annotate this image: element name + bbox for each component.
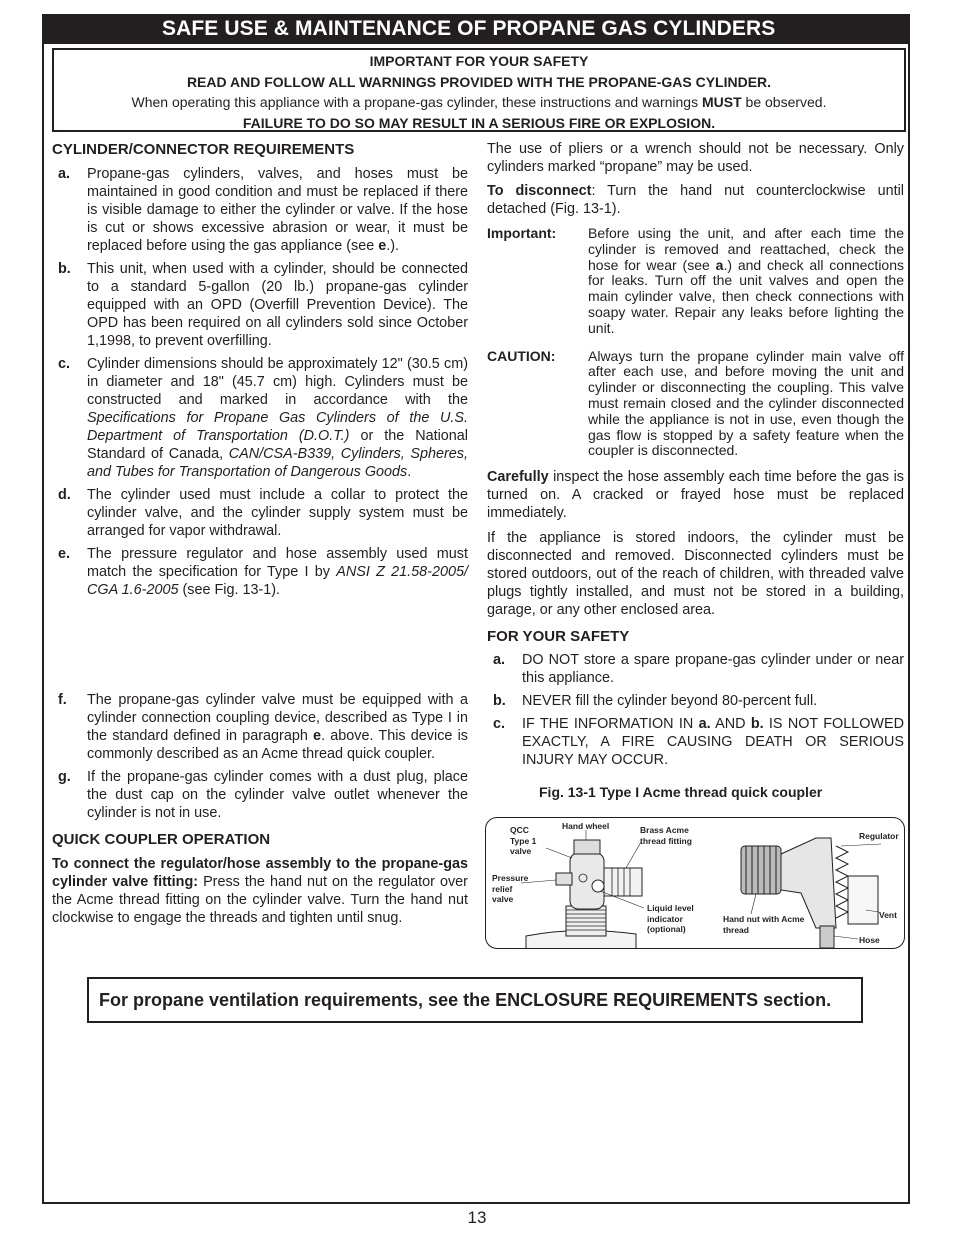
- hand-nut: [741, 846, 781, 894]
- for-your-safety-heading: FOR YOUR SAFETY: [487, 628, 630, 646]
- safety-item-b: b. NEVER fill the cylinder beyond 80-percent full.: [493, 693, 818, 710]
- vent-cap: [848, 876, 878, 924]
- label-qcc: QCC Type 1 valve: [510, 825, 537, 856]
- caution-note: CAUTION: Always turn the propane cylinder main valve off after each use, and before moving the unit and cylinder or disconnecting the coupling. This valve must remain closed and the cylinder disconnected while the appliance is not in use, even though the gas flow is stopped by a safety feature when the coupler is disconnected.: [487, 347, 904, 459]
- page-number: 13: [467, 1208, 487, 1227]
- cylinder-item-c: c. Cylinder dimensions should be approximately 12" (30.5 cm) in diameter and 18" (45.7 cm) high. Cylinders must be constructed and marked in accordance with the Specifications for Propane Gas Cylinders of the U.S. Department of Transportation (D.O.T.) or the National Standard of Canada, CAN/CSA-B339, Cylinders, Spheres, and Tubes for Transportation of Dangerous Goods.: [58, 356, 469, 480]
- safety-warning-box: [52, 48, 906, 132]
- liquid-level-gauge-icon: [592, 880, 604, 892]
- figure-caption: Fig. 13-1 Type I Acme thread quick coupler: [539, 784, 823, 801]
- quick-coupler-text: To connect the regulator/hose assembly to the propane-gas cylinder valve fitting: Press the hand nut on the regulator over the Acme thread fitting on the cylinder valve. Turn the hand nut clockwise to engage the threads and tighten until snug.: [52, 856, 468, 926]
- figure-13-1: [485, 817, 905, 949]
- pliers-text: The use of pliers or a wrench should not be necessary. Only cylinders marked “propane” may be used.: [487, 141, 904, 175]
- safety-line-4: FAILURE TO DO SO MAY RESULT IN A SERIOUS FIRE OR EXPLOSION.: [242, 114, 716, 131]
- left-column: [52, 140, 468, 927]
- cylinder-item-d: d. The cylinder used must include a collar to protect the cylinder valve, and the cylinder supply system must be arranged for vapor withdrawal.: [58, 487, 468, 539]
- ventilation-note: For propane ventilation requirements, see the ENCLOSURE REQUIREMENTS section.: [87, 977, 863, 1023]
- label-vent: Vent: [879, 910, 897, 920]
- safety-item-c: c. IF THE INFORMATION IN a. AND b. IS NOT FOLLOWED EXACTLY, A FIRE CAUSING DEATH OR SERIOUS INJURY MAY OCCUR.: [493, 716, 904, 769]
- relief-valve: [556, 873, 572, 885]
- label-pressure-relief: Pressure relief valve: [492, 873, 529, 904]
- safety-line-2: READ AND FOLLOW ALL WARNINGS PROVIDED WITH THE PROPANE-GAS CYLINDER.: [186, 73, 772, 90]
- safety-line-1: IMPORTANT FOR YOUR SAFETY: [369, 53, 589, 69]
- quick-coupler-heading: QUICK COUPLER OPERATION: [52, 831, 271, 848]
- carefully-text: Carefully inspect the hose assembly each time before the gas is turned on. A cracked or frayed hose must be replaced immediately.: [487, 469, 904, 522]
- label-regulator: Regulator: [859, 831, 899, 841]
- page-title: SAFE USE & MAINTENANCE OF PROPANE GAS CYLINDERS: [42, 14, 910, 44]
- cylinder-item-f: f. The propane-gas cylinder valve must be equipped with a cylinder connection coupling device, described as Type I in the standard defined in paragraph e. above. This device is commonly described as an Acme thread quick coupler.: [58, 692, 468, 762]
- valve-base: [566, 906, 606, 936]
- label-hand-wheel: Hand wheel: [562, 821, 610, 831]
- cylinder-heading: CYLINDER/CONNECTOR REQUIREMENTS: [52, 141, 355, 158]
- label-hose: Hose: [859, 935, 880, 945]
- safety-item-a: a. DO NOT store a spare propane-gas cylinder under or near this appliance.: [493, 652, 904, 687]
- regulator-vanes: [836, 846, 848, 918]
- cylinder-item-a: a. Propane-gas cylinders, valves, and hoses must be maintained in good condition and must be replaced if there is visible damage to either the cylinder or valve. If the hose is cut or shows excessive abrasion or wear, it must be replaced before using the gas appliance (see e.).: [58, 166, 468, 254]
- hand-wheel-icon: [574, 840, 600, 854]
- cylinder-item-b: b. This unit, when used with a cylinder, should be connected to a standard 5-gallon (20 lb.) propane-gas cylinder equipped with an OPD (Overfill Prevention Device). The OPD has been required on all cylinders sold since October 1,1998, to prevent overfilling.: [58, 261, 468, 349]
- important-note: Important: Before using the unit, and after each time the cylinder is removed and reattached, check the hose for wear (see a.) and check all connections for leaks. Turn off the unit valves and open the main cylinder valve, then check connections with soapy water. Repair any leaks before lighting the unit.: [487, 225, 904, 336]
- right-column: [487, 140, 904, 801]
- label-hand-nut: Hand nut with Acme thread: [723, 914, 805, 935]
- stored-text: If the appliance is stored indoors, the cylinder must be disconnected and removed. Disconnected cylinders must be stored outdoors, out of the reach of children, with threaded valve plugs tightly installed, and must not be stored in a building, garage, or any other enclosed area.: [487, 530, 904, 619]
- cylinder-item-e: e. The pressure regulator and hose assembly used must match the specification for Type I by ANSI Z 21.58-2005/ CGA 1.6-2005 (see Fig. 13-1).: [58, 546, 468, 598]
- label-liquid-level: Liquid level indicator (optional): [647, 903, 694, 934]
- brass-fitting: [604, 868, 642, 896]
- coupler-illustration: [486, 818, 905, 949]
- hose-fitting: [820, 926, 834, 948]
- safety-line-3: When operating this appliance with a propane-gas cylinder, these instructions and warnings MUST be observed.: [131, 94, 827, 110]
- label-brass-fitting: Brass Acme thread fitting: [640, 825, 692, 846]
- disconnect-text: To disconnect: Turn the hand nut counterclockwise until detached (Fig. 13-1).: [487, 183, 905, 217]
- cylinder-item-g: g. If the propane-gas cylinder comes with a dust plug, place the dust cap on the cylinder valve outlet whenever the cylinder is not in use.: [58, 769, 468, 821]
